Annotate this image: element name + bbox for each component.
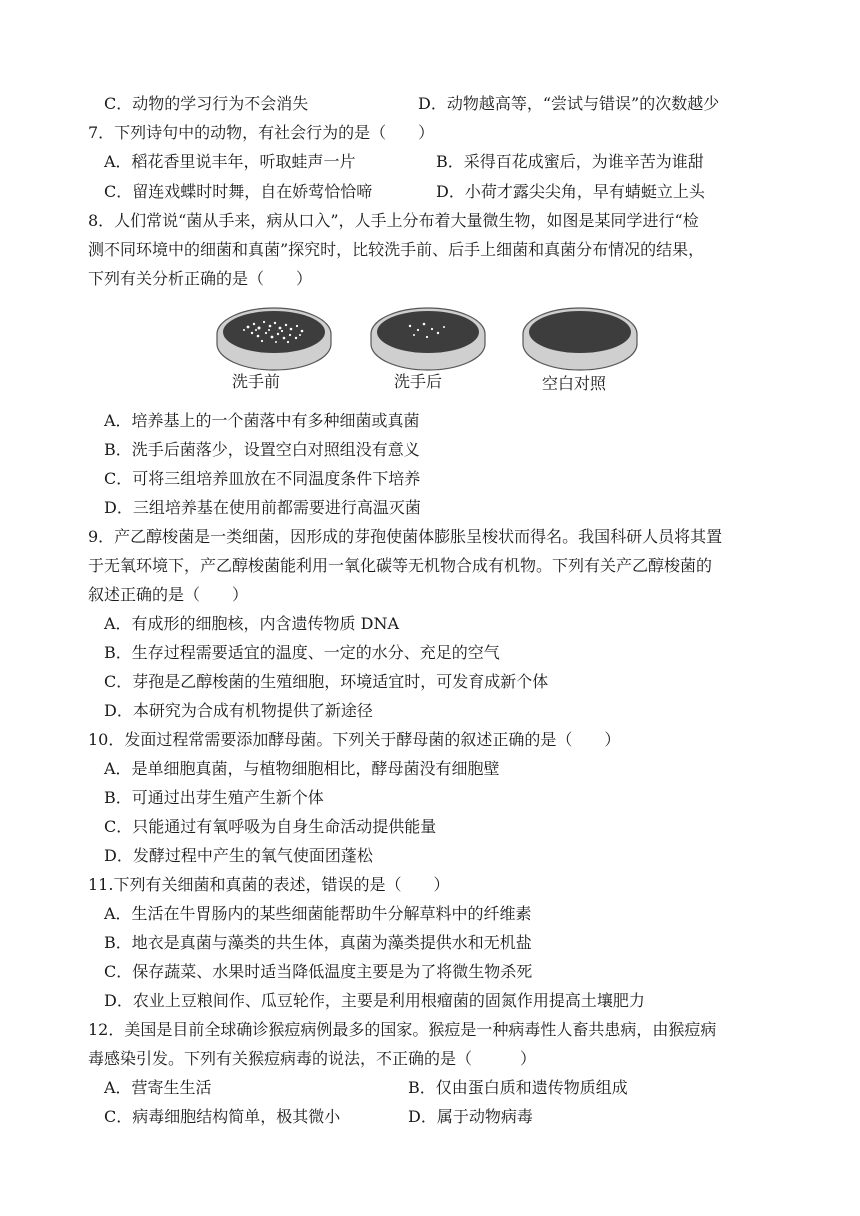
q6-option-d: D．动物越高等，“尝试与错误”的次数越少 xyxy=(418,94,720,113)
dish-label-blank-control: 空白对照 xyxy=(542,374,607,393)
q12-option-b: B．仅由蛋白质和遗传物质组成 xyxy=(408,1078,628,1097)
q8-option-c: C．可将三组培养皿放在不同温度条件下培养 xyxy=(104,469,421,488)
petri-dish-after-washing xyxy=(371,308,485,370)
q12-stem-line2: 毒感染引发。下列有关猴痘病毒的说法，不正确的是（ ） xyxy=(88,1049,537,1068)
q7-option-a: A．稻花香里说丰年，听取蛙声一片 xyxy=(104,152,356,171)
q9-option-a: A．有成形的细胞核，内含遗传物质 DNA xyxy=(104,614,400,633)
q8-option-a: A．培养基上的一个菌落中有多种细菌或真菌 xyxy=(104,411,420,430)
q8-stem-line2: 测不同环境中的细菌和真菌”探究时，比较洗手前、后手上细菌和真菌分布情况的结果， xyxy=(88,240,705,259)
q8-stem-line1: 8．人们常说“菌从手来，病从口入”，人手上分布着大量微生物，如图是某同学进行“检 xyxy=(88,211,699,230)
q8-stem-line3: 下列有关分析正确的是（ ） xyxy=(88,269,313,288)
q12-option-a: A．营寄生生活 xyxy=(104,1078,212,1097)
petri-dish-figure xyxy=(214,300,644,400)
petri-dish-before-washing xyxy=(217,308,331,370)
q10-option-a: A．是单细胞真菌，与植物细胞相比，酵母菌没有细胞壁 xyxy=(104,759,500,778)
q9-option-c: C．芽孢是乙醇梭菌的生殖细胞，环境适宜时，可发育成新个体 xyxy=(104,672,549,691)
q7-option-b: B．采得百花成蜜后，为谁辛苦为谁甜 xyxy=(436,152,704,171)
q12-option-c: C．病毒细胞结构简单，极其微小 xyxy=(104,1107,341,1126)
q9-stem-line1: 9．产乙醇梭菌是一类细菌，因形成的芽孢使菌体膨胀呈梭状而得名。我国科研人员将其置 xyxy=(88,527,723,546)
q8-option-d: D．三组培养基在使用前都需要进行高温灭菌 xyxy=(104,498,421,517)
q11-option-c: C．保存蔬菜、水果时适当降低温度主要是为了将微生物杀死 xyxy=(104,962,533,981)
petri-dish-blank-control xyxy=(523,308,637,370)
q11-option-b: B．地衣是真菌与藻类的共生体，真菌为藻类提供水和无机盐 xyxy=(104,933,532,952)
q12-stem-line1: 12．美国是目前全球确诊猴痘病例最多的国家。猴痘是一种病毒性人畜共患病，由猴痘病 xyxy=(88,1020,717,1039)
q7-option-d: D．小荷才露尖尖角，早有蜻蜓立上头 xyxy=(436,182,705,201)
q10-option-b: B．可通过出芽生殖产生新个体 xyxy=(104,788,324,807)
q10-option-c: C．只能通过有氧呼吸为自身生命活动提供能量 xyxy=(104,817,437,836)
q9-stem-line3: 叙述正确的是（ ） xyxy=(88,585,249,604)
q9-stem-line2: 于无氧环境下，产乙醇梭菌能利用一氧化碳等无机物合成有机物。下列有关产乙醇梭菌的 xyxy=(88,556,713,575)
q11-option-d: D．农业上豆粮间作、瓜豆轮作，主要是利用根瘤菌的固氮作用提高土壤肥力 xyxy=(104,991,645,1010)
q10-stem: 10．发面过程常需要添加酵母菌。下列关于酵母菌的叙述正确的是（ ） xyxy=(88,730,621,749)
q12-option-d: D．属于动物病毒 xyxy=(408,1107,533,1126)
q8-option-b: B．洗手后菌落少，设置空白对照组没有意义 xyxy=(104,440,420,459)
q7-stem: 7．下列诗句中的动物，有社会行为的是（ ） xyxy=(88,123,435,142)
q6-option-c: C．动物的学习行为不会消失 xyxy=(104,94,309,113)
dish-label-before-washing: 洗手前 xyxy=(232,372,281,391)
q9-option-d: D．本研究为合成有机物提供了新途径 xyxy=(104,701,373,720)
q11-option-a: A．生活在牛胃肠内的某些细菌能帮助牛分解草料中的纤维素 xyxy=(104,904,532,923)
q11-stem: 11.下列有关细菌和真菌的表述，错误的是（ ） xyxy=(88,875,450,894)
q7-option-c: C．留连戏蝶时时舞，自在娇莺恰恰啼 xyxy=(104,182,373,201)
q9-option-b: B．生存过程需要适宜的温度、一定的水分、充足的空气 xyxy=(104,643,500,662)
q10-option-d: D．发酵过程中产生的氧气使面团蓬松 xyxy=(104,846,373,865)
dish-label-after-washing: 洗手后 xyxy=(394,372,443,391)
